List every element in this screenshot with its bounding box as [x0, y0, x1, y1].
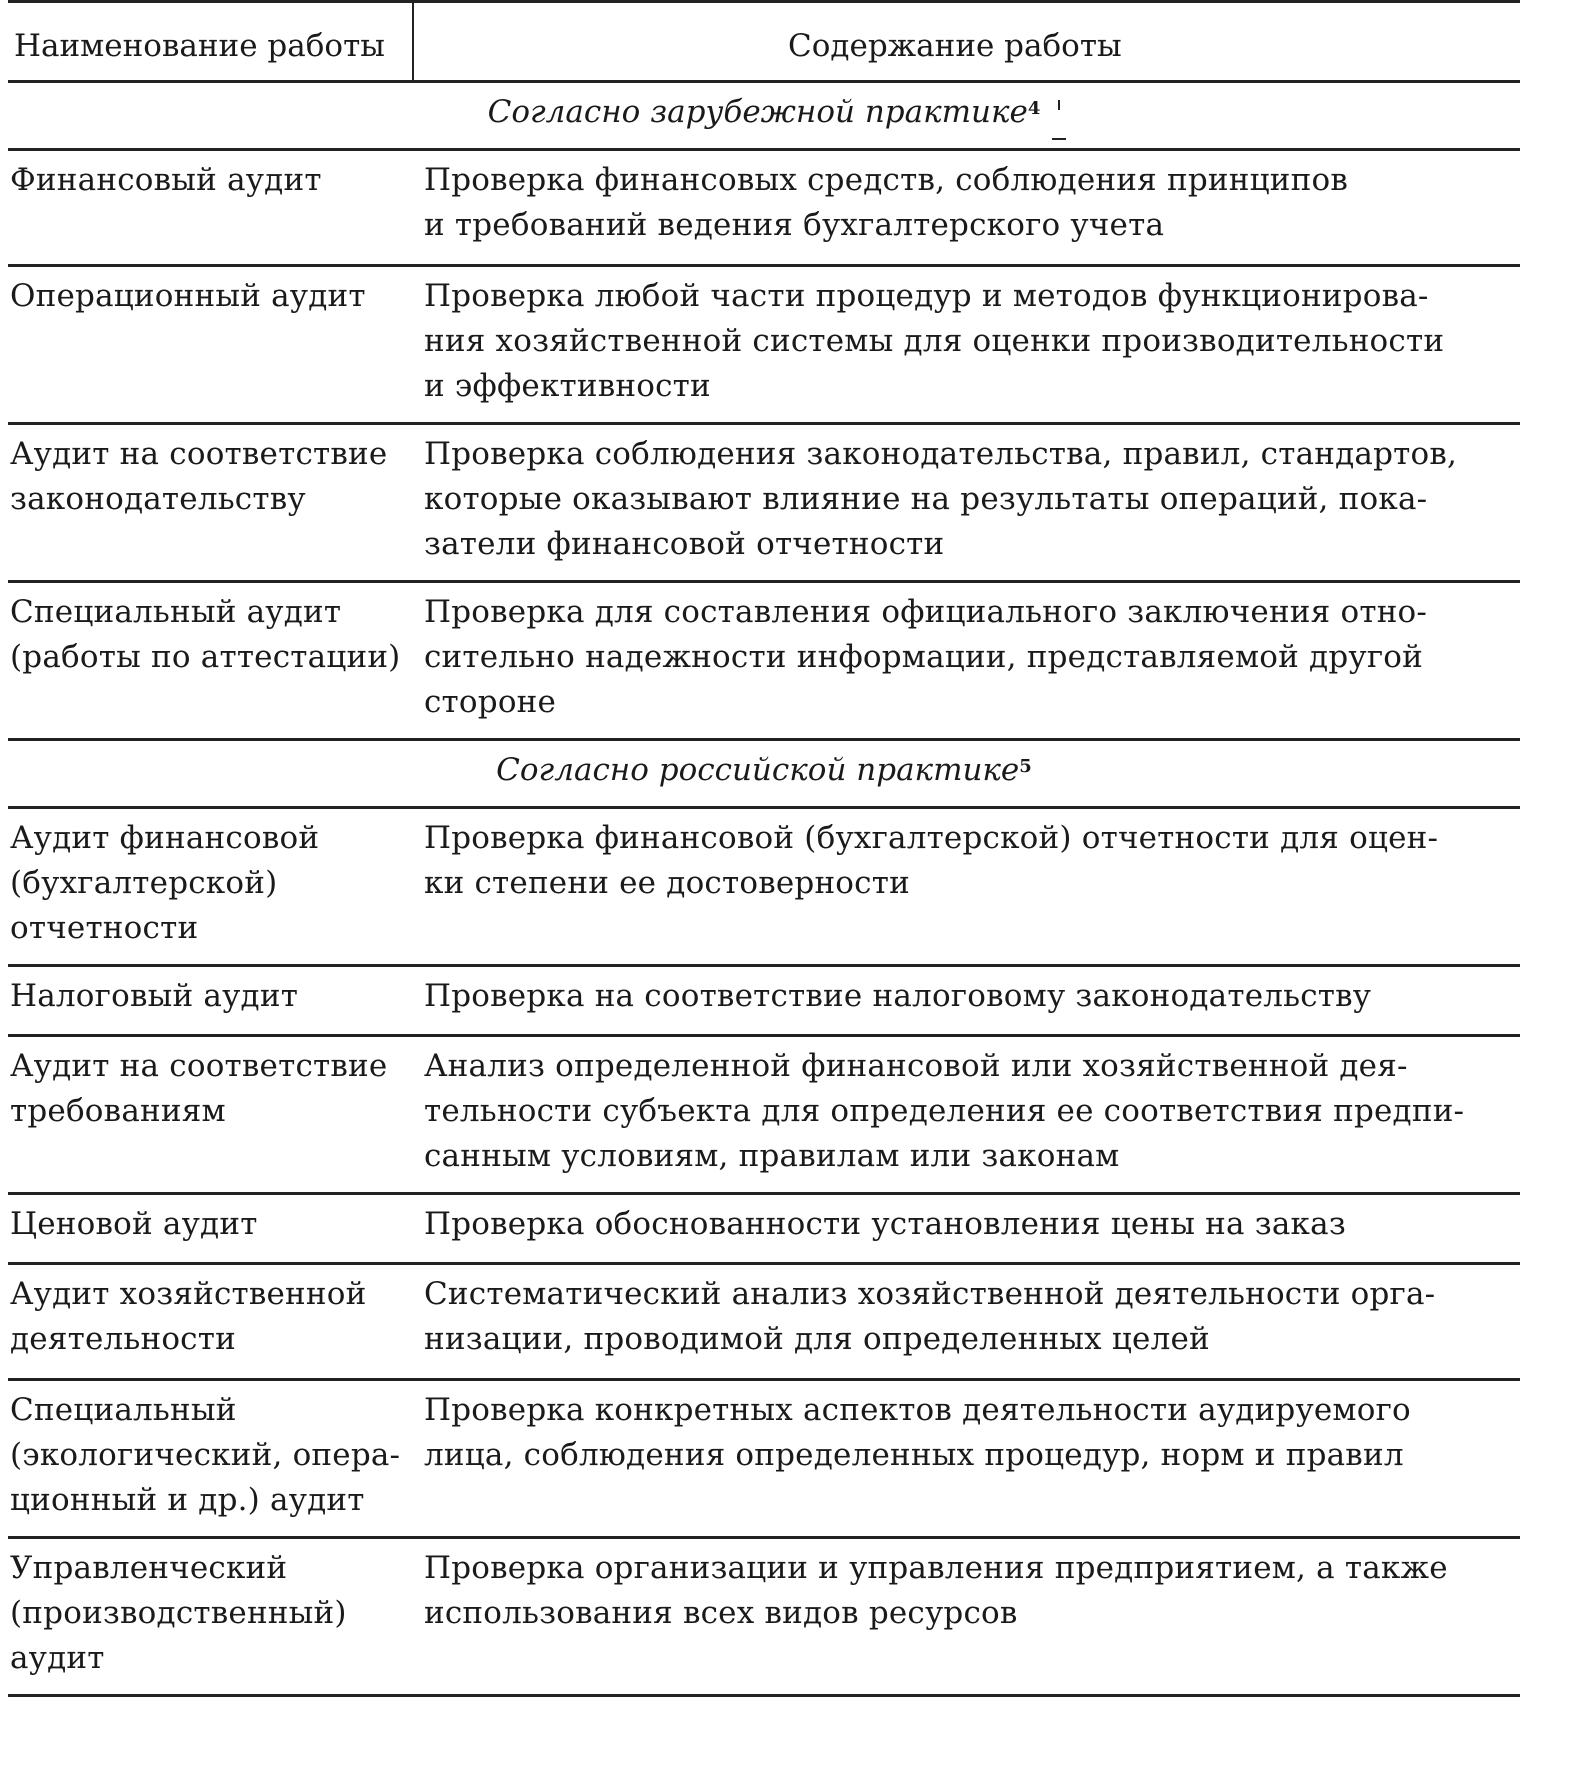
row-desc-line: Проверка для составления официального заключения отно- [424, 594, 1428, 630]
row-desc-line: стороне [424, 684, 557, 720]
row-desc-line: которые оказывают влияние на результаты операций, пока- [424, 481, 1428, 517]
row-name-line: аудит [10, 1640, 105, 1676]
footnote-ref: 4 [1027, 98, 1041, 119]
row-divider [8, 1536, 1520, 1539]
row-name-line: (бухгалтерской) [10, 865, 278, 901]
section-title-russian: Согласно российской практике$^5$ [496, 752, 1032, 788]
row-name-line: Операционный аудит [10, 278, 366, 314]
row-divider [8, 1192, 1520, 1195]
row-desc-line: Проверка финансовых средств, соблюдения принципов [424, 162, 1348, 198]
row-name-line: (работы по аттестации) [10, 639, 401, 675]
row-desc-line: Проверка финансовой (бухгалтерской) отчетности для оцен- [424, 820, 1439, 856]
row-divider [8, 1378, 1520, 1381]
row-desc-line: низации, проводимой для определенных целей [424, 1321, 1210, 1357]
row-desc-line: затели финансовой отчетности [424, 526, 945, 562]
row-desc-line: использования всех видов ресурсов [424, 1595, 1018, 1631]
row-desc-line: санным условиям, правилам или законам [424, 1138, 1120, 1174]
row-name-line: отчетности [10, 910, 199, 946]
row-divider [8, 1262, 1520, 1265]
row-name-line: деятельности [10, 1321, 236, 1357]
row-name-line: Ценовой аудит [10, 1206, 258, 1242]
row-divider [8, 422, 1520, 425]
header-col-name: Наименование работы [14, 28, 385, 64]
row-name-line: Аудит финансовой [10, 820, 320, 856]
row-name-line: Управленческий [10, 1550, 288, 1586]
row-desc-line: Систематический анализ хозяйственной деятельности орга- [424, 1276, 1436, 1312]
table-bottom-rule [8, 1694, 1520, 1697]
row-divider [8, 964, 1520, 967]
row-desc-line: ния хозяйственной системы для оценки производительности [424, 323, 1445, 359]
section-foreign-bottom-rule [8, 738, 1520, 741]
row-name-line: Аудит хозяйственной [10, 1276, 367, 1312]
header-column-divider [412, 2, 414, 80]
row-name-line: (экологический, опера- [10, 1437, 401, 1473]
row-desc-line: ки степени ее достоверности [424, 865, 910, 901]
row-desc-line: Проверка любой части процедур и методов функционирова- [424, 278, 1429, 314]
row-name-line: Специальный [10, 1392, 237, 1428]
section-foreign-top-rule [8, 148, 1520, 151]
row-desc-line: Проверка обоснованности установления цены на заказ [424, 1206, 1346, 1242]
row-name-line: требованиям [10, 1093, 226, 1129]
row-name-line: Специальный аудит [10, 594, 342, 630]
header-bottom-rule [8, 80, 1520, 83]
row-divider [8, 1034, 1520, 1037]
row-name-line: Налоговый аудит [10, 978, 299, 1014]
section-russian-top-rule [8, 806, 1520, 809]
row-desc-line: и эффективности [424, 368, 711, 404]
row-name-line: Аудит на соответствие [10, 436, 388, 472]
row-desc-line: тельности субъекта для определения ее соответствия предпи- [424, 1093, 1465, 1129]
section-title-foreign: Согласно зарубежной практике$^4$ [487, 94, 1041, 130]
row-desc-line: Проверка на соответствие налоговому законодательству [424, 978, 1372, 1014]
row-desc-line: Проверка организации и управления предприятием, а также [424, 1550, 1448, 1586]
footnote-ref: 5 [1019, 756, 1032, 777]
row-desc-line: лица, соблюдения определенных процедур, норм и правил [424, 1437, 1404, 1473]
row-desc-line: сительно надежности информации, представляемой другой [424, 639, 1423, 675]
row-desc-line: Анализ определенной финансовой или хозяйственной дея- [424, 1048, 1408, 1084]
row-divider [8, 580, 1520, 583]
row-desc-line: и требований ведения бухгалтерского учета [424, 207, 1165, 243]
row-name-line: законодательству [10, 481, 306, 517]
row-name-line: Финансовый аудит [10, 162, 322, 198]
table-top-rule [8, 0, 1520, 3]
row-name-line: Аудит на соответствие [10, 1048, 388, 1084]
margin-mark [1052, 100, 1066, 140]
row-desc-line: Проверка конкретных аспектов деятельности аудируемого [424, 1392, 1411, 1428]
row-desc-line: Проверка соблюдения законодательства, правил, стандартов, [424, 436, 1458, 472]
row-name-line: ционный и др.) аудит [10, 1482, 365, 1518]
header-col-content: Содержание работы [788, 28, 1122, 64]
row-divider [8, 264, 1520, 267]
row-name-line: (производственный) [10, 1595, 347, 1631]
